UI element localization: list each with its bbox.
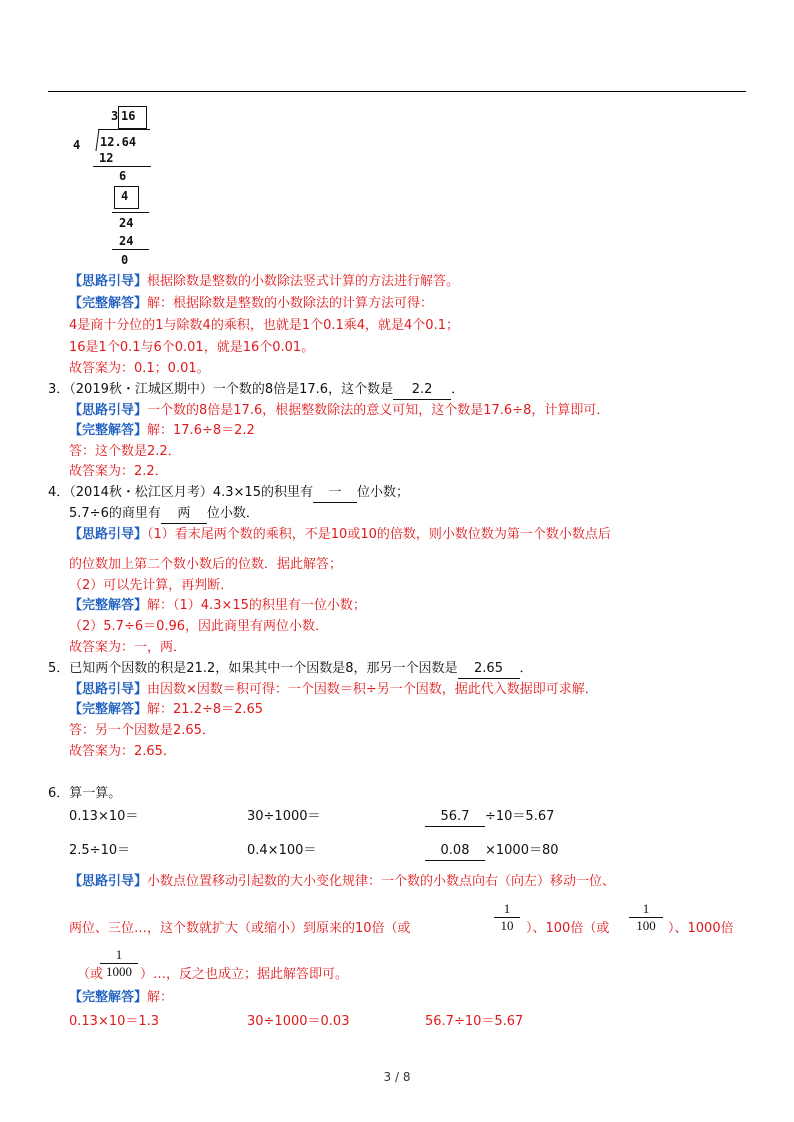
- hint-text: 根据除数是整数的小数除法竖式计算的方法进行解答。: [147, 274, 460, 289]
- hint-text: 小数点位置移动引起数的大小变化规律：一个数的小数点向右（向左）移动一位、: [147, 874, 616, 889]
- q6-r2c3: [425, 842, 559, 861]
- division-bar: [98, 129, 150, 130]
- fraction-numerator: 1: [503, 901, 511, 916]
- q2-line-1: 4是商十分位的1与除数4的乘积，也就是1个0.1乘4，就是4个0.1；: [69, 318, 459, 333]
- hint-label: 【思路引导】: [69, 682, 148, 697]
- question-number: 6．: [48, 786, 70, 801]
- q6-hint-line-2a: 两位、三位…，这个数就扩大（或缩小）到原来的10倍（或: [69, 921, 411, 936]
- answer-text: 解：: [147, 990, 174, 1005]
- q5-stem: [48, 660, 533, 679]
- remainder-1: 6: [119, 169, 127, 183]
- q5-answer: [69, 701, 263, 719]
- question-text: 5.7÷6的商里有: [69, 506, 161, 521]
- fraction-denominator: 1000: [106, 964, 132, 979]
- step-product-2a: 24: [119, 216, 134, 230]
- q6-r2c1: 2.5÷10＝: [69, 843, 131, 858]
- q4-final: 故答案为：一，两．: [69, 640, 187, 655]
- header-rule: [48, 91, 746, 92]
- answer-label: 【完整解答】: [69, 598, 148, 613]
- q6-hint-line-2b: ）、100倍（或: [526, 921, 610, 936]
- q3-answer-line: 答：这个数是2.2．: [69, 444, 181, 459]
- expression-rest: ×1000＝80: [485, 843, 559, 858]
- fraction-denominator: 100: [636, 918, 656, 933]
- step-product-1: 12: [99, 151, 114, 165]
- hint-label: 【思路引导】: [69, 403, 148, 418]
- q6-stem: [48, 785, 121, 803]
- q5-final: 故答案为：2.65．: [69, 744, 176, 759]
- question-number: 5．: [48, 661, 70, 676]
- question-text-end: 位小数；: [356, 485, 409, 500]
- q4-answer: [69, 597, 366, 615]
- q2-answer: [69, 295, 433, 313]
- answer-label: 【完整解答】: [69, 990, 148, 1005]
- step-line-2: [112, 212, 149, 213]
- q4-answer-2: （2）5.7÷6＝0.96，因此商里有两位小数．: [69, 619, 329, 634]
- remainder-final: 0: [121, 253, 129, 267]
- q5-answer-line: 答：另一个因数是2.65．: [69, 723, 215, 738]
- answer-label: 【完整解答】: [69, 423, 148, 438]
- q2-hint: [69, 273, 459, 291]
- question-text-end: ．: [519, 661, 533, 676]
- question-text: 算一算。: [69, 786, 122, 801]
- answer-blank: 0.08: [425, 842, 485, 861]
- hint-text: 一个数的8倍是17.6，根据整数除法的意义可知，这个数是17.6÷8，计算即可．: [147, 403, 610, 418]
- answer-blank: 2.65: [458, 660, 520, 679]
- hint-label: 【思路引导】: [69, 527, 148, 542]
- fraction-one-tenth: [494, 902, 520, 933]
- question-text-end: ．: [451, 382, 465, 397]
- expression-rest: ÷10＝5.67: [485, 809, 555, 824]
- q4-stem-2: [69, 505, 259, 524]
- q6-r2c2: 0.4×100＝: [247, 843, 317, 858]
- fraction-numerator: 1: [115, 947, 123, 962]
- q5-hint: [69, 681, 598, 699]
- answer-label: 【完整解答】: [69, 702, 148, 717]
- q3-stem: [48, 381, 464, 400]
- q6-r1c3: [425, 808, 554, 827]
- answer-text: 解：（1）4.3×15的积里有一位小数；: [147, 598, 366, 613]
- answer-text: 解：根据除数是整数的小数除法的计算方法可得：: [147, 296, 434, 311]
- fraction-one-hundredth: [629, 902, 663, 933]
- question-text: （2014秋・松江区月考）4.3×15的积里有: [69, 485, 313, 500]
- answer-text: 解：17.6÷8＝2.2: [147, 423, 255, 438]
- answer-blank-2: 两: [161, 505, 207, 524]
- answer-blank-1: 一: [313, 484, 357, 503]
- question-number: 4．: [48, 485, 70, 500]
- fraction-numerator: 1: [642, 901, 650, 916]
- step-line-3: [112, 249, 149, 250]
- quotient-digit: 3: [111, 109, 119, 123]
- q6-hint-line-3b: ）…，反之也成立；据此解答即可。: [140, 967, 349, 982]
- q6-hint: [69, 873, 615, 891]
- q4-hint-3: （2）可以先计算，再判断．: [69, 578, 234, 593]
- q3-final: 故答案为：2.2．: [69, 464, 168, 479]
- hint-text: 由因数×因数＝积可得：一个因数＝积÷另一个因数，据此代入数据即可求解．: [147, 682, 598, 697]
- q6-r1c2: 30÷1000＝: [247, 809, 321, 824]
- q2-line-2: 16是1个0.1与6个0.01，就是16个0.01。: [69, 340, 315, 355]
- answer-blank: 56.7: [425, 808, 485, 827]
- q6-solution-3: 56.7÷10＝5.67: [425, 1014, 524, 1029]
- q2-final: 故答案为：0.1；0.01。: [69, 361, 210, 376]
- hint-label: 【思路引导】: [69, 874, 148, 889]
- q3-hint: [69, 402, 609, 420]
- answer-blank: 2.2: [393, 381, 451, 400]
- q6-solution-2: 30÷1000＝0.03: [247, 1014, 350, 1029]
- question-text-end: 位小数．: [206, 506, 259, 521]
- dividend: 12.64: [100, 135, 137, 149]
- divisor: 4: [73, 138, 81, 152]
- question-number: 3．: [48, 382, 70, 397]
- fraction-denominator: 10: [500, 918, 514, 933]
- step-product-2b: 24: [119, 234, 134, 248]
- division-bracket: [95, 129, 99, 151]
- page-number: 3 / 8: [383, 1070, 411, 1084]
- q6-answer: [69, 989, 173, 1007]
- q4-stem: [48, 484, 409, 503]
- question-text: 已知两个因数的积是21.2，如果其中一个因数是8，那另一个因数是: [69, 661, 458, 676]
- answer-label: 【完整解答】: [69, 296, 148, 311]
- question-text: （2019秋・江城区期中）一个数的8倍是17.6，这个数是: [69, 382, 394, 397]
- q6-solution-1: 0.13×10＝1.3: [69, 1014, 160, 1029]
- q3-answer: [69, 422, 255, 440]
- answer-text: 解：21.2÷8＝2.65: [147, 702, 264, 717]
- hint-text: （1）看末尾两个数的乘积，不是10或10的倍数，则小数位数为第一个数小数点后: [147, 527, 611, 542]
- q6-r1c1: 0.13×10＝: [69, 809, 139, 824]
- q6-hint-line-3a: （或: [77, 967, 104, 982]
- q6-hint-line-2c: ）、1000倍: [668, 921, 734, 936]
- hint-label: 【思路引导】: [69, 274, 148, 289]
- q4-hint: [69, 526, 611, 544]
- remainder-box-value: 4: [121, 189, 129, 203]
- q4-hint-2: 的位数加上第二个数小数后的位数．据此解答；: [69, 557, 343, 572]
- quotient-box-value: 16: [121, 109, 136, 123]
- fraction-one-thousandth: [100, 948, 138, 979]
